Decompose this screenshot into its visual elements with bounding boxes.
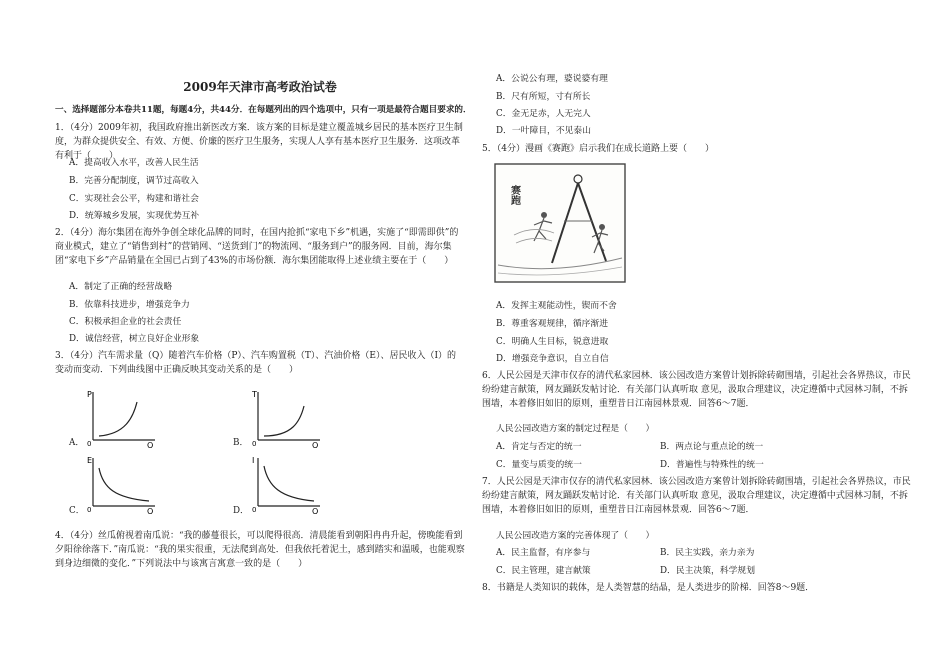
q7-option-d[interactable]: D．民主决策，科学规划 xyxy=(660,566,756,576)
q1-option-c[interactable]: C．实现社会公平，构建和谐社会 xyxy=(69,194,199,204)
q3-option-a-label[interactable]: A． xyxy=(69,438,85,448)
page-title: 2009年天津市高考政治试卷 xyxy=(183,80,337,94)
q3-graph-c[interactable] xyxy=(85,454,160,514)
question-5 xyxy=(482,143,912,157)
q3-d-origin: 0 xyxy=(252,506,257,514)
q3-c-y-label: E xyxy=(87,456,93,465)
q7-option-b[interactable]: B．民主实践，亲力亲为 xyxy=(660,548,755,558)
question-8 xyxy=(482,582,912,596)
q3-c-origin: 0 xyxy=(87,506,92,514)
section-heading: 一、选择题部分本卷共11题，每题4分，共44分．在每题列出的四个选项中，只有一项是最符合题目要求的． xyxy=(55,105,472,115)
q4-option-c[interactable]: C．金无足赤，人无完人 xyxy=(496,109,591,119)
q3-a-origin: 0 xyxy=(87,440,92,448)
q5-option-b[interactable]: B．尊重客观规律，循序渐进 xyxy=(496,319,609,329)
q3-option-d-label[interactable]: D． xyxy=(233,506,249,516)
q3-c-x-label: Q xyxy=(147,507,154,514)
q3-graph-b[interactable] xyxy=(250,388,325,448)
q4-option-d[interactable]: D．一叶障目，不见泰山 xyxy=(496,126,592,136)
q5-option-c[interactable]: C．明确人生目标，锐意进取 xyxy=(496,337,609,347)
q3-graph-a[interactable] xyxy=(85,388,160,448)
q6-option-c[interactable]: C．量变与质变的统一 xyxy=(496,460,582,470)
q7-option-a[interactable]: A．民主监督，有序参与 xyxy=(496,548,591,558)
q2-option-c[interactable]: C．积极承担企业的社会责任 xyxy=(69,317,182,327)
cartoon-title: 赛跑 xyxy=(508,185,520,205)
q3-option-b-label[interactable]: B． xyxy=(233,438,249,448)
q4-option-b[interactable]: B．尺有所短，寸有所长 xyxy=(496,92,591,102)
q3-d-y-label: I xyxy=(252,456,255,465)
q3-b-y-label: T xyxy=(252,390,257,399)
q7-option-c[interactable]: C．民主管理，建言献策 xyxy=(496,566,591,576)
question-8-stem: 8．书籍是人类知识的载体，是人类智慧的结晶，是人类进步的阶梯．回答8～9题． xyxy=(482,583,815,593)
question-2-stem: 2．（4分）海尔集团在海外争创全球化品牌的同时，在国内抢抓“家电下乡”机遇，实施了“即需即供”的商业模式，建立了“销售到村”的营销网、“送货到门”的物流网、“服务到户”的服务网．目前，海尔集团“家电下乡”产品销量在全国已占到了43%的市场份额．海尔集团能取得上述业绩主要在于（ ） xyxy=(55,228,459,266)
q1-option-b[interactable]: B．完善分配制度，调节过高收入 xyxy=(69,176,199,186)
q5-option-d[interactable]: D．增强竞争意识，自立自信 xyxy=(496,354,609,364)
question-1-stem: 1．（4分）2009年初，我国政府推出新医改方案．该方案的目标是建立覆盖城乡居民的基本医疗卫生制度，为群众提供安全、有效、方便、价廉的医疗卫生服务，实现人人享有基本医疗卫生服务．这项改革有利于（ ） xyxy=(55,123,463,161)
question-4 xyxy=(55,530,465,572)
q2-option-a[interactable]: A．制定了正确的经营战略 xyxy=(69,282,173,292)
q3-graph-d[interactable] xyxy=(250,454,325,514)
q6-option-d[interactable]: D．普遍性与特殊性的统一 xyxy=(660,460,764,470)
question-7 xyxy=(482,476,912,518)
question-6-stem: 6．人民公园是天津市仅存的清代私家园林．该公园改造方案曾计划拆除砖砌围墙，引起社会各界热议，市民纷纷建言献策，网友踊跃发帖讨论．有关部门认真听取 意见，汲取合理建议，决定遵循中式园林习制，不拆围墙，本着修旧如旧的原则，重塑昔日江南园林景观．回答6～7题． xyxy=(482,371,911,409)
q3-a-x-label: Q xyxy=(147,441,154,448)
q7-subquestion: 人民公园改造方案的完善体现了（ ） xyxy=(496,531,655,541)
q2-option-b[interactable]: B．依靠科技进步，增强竞争力 xyxy=(69,300,190,310)
cartoon-image xyxy=(494,163,626,283)
q1-option-a[interactable]: A．提高收入水平，改善人民生活 xyxy=(69,158,199,168)
q4-option-a[interactable]: A．公说公有理，婆说婆有理 xyxy=(496,74,608,84)
q6-option-a[interactable]: A．肯定与否定的统一 xyxy=(496,442,582,452)
question-5-stem: 5．（4分）漫画《赛跑》启示我们在成长道路上要（ ） xyxy=(482,144,714,154)
q3-b-x-label: Q xyxy=(312,441,319,448)
q5-option-a[interactable]: A．发挥主观能动性，锲而不舍 xyxy=(496,301,617,311)
q3-a-y-label: P xyxy=(87,390,92,399)
q3-d-x-label: Q xyxy=(312,507,319,514)
q3-option-c-label[interactable]: C． xyxy=(69,506,85,516)
q6-subquestion: 人民公园改造方案的制定过程是（ ） xyxy=(496,424,655,434)
question-7-stem: 7．人民公园是天津市仅存的清代私家园林．该公园改造方案曾计划拆除砖砌围墙，引起社会各界热议，市民纷纷建言献策，网友踊跃发帖讨论．有关部门认真听取 意见，汲取合理建议，决定遵循中式园林习制，不拆围墙，本着修旧如旧的原则，重塑昔日江南园林景观．回答6～7题． xyxy=(482,477,911,515)
question-2 xyxy=(55,227,465,269)
question-4-stem: 4．（4分）丝瓜俯视着南瓜说：“我的藤蔓很长，可以爬得很高．清晨能看到朝阳冉冉升起，傍晚能看到夕阳徐徐落下．”南瓜说：“我的果实很重，无法爬到高处．但我依托着泥土，感到踏实和温暖，也能观察到身边细微的变化．”下列说法中与该寓言寓意一致的是（ ） xyxy=(55,531,465,569)
q6-option-b[interactable]: B．两点论与重点论的统一 xyxy=(660,442,764,452)
q2-option-d[interactable]: D．诚信经营，树立良好企业形象 xyxy=(69,334,200,344)
q1-option-d[interactable]: D．统筹城乡发展，实现优势互补 xyxy=(69,211,200,221)
question-3 xyxy=(55,350,465,378)
question-3-stem: 3．（4分）汽车需求量（Q）随着汽车价格（P）、汽车购置税（T）、汽油价格（E）、居民收入（I）的变动而变动．下列曲线图中正确反映其变动关系的是（ ） xyxy=(55,351,457,375)
q3-b-origin: 0 xyxy=(252,440,257,448)
question-6 xyxy=(482,370,912,412)
